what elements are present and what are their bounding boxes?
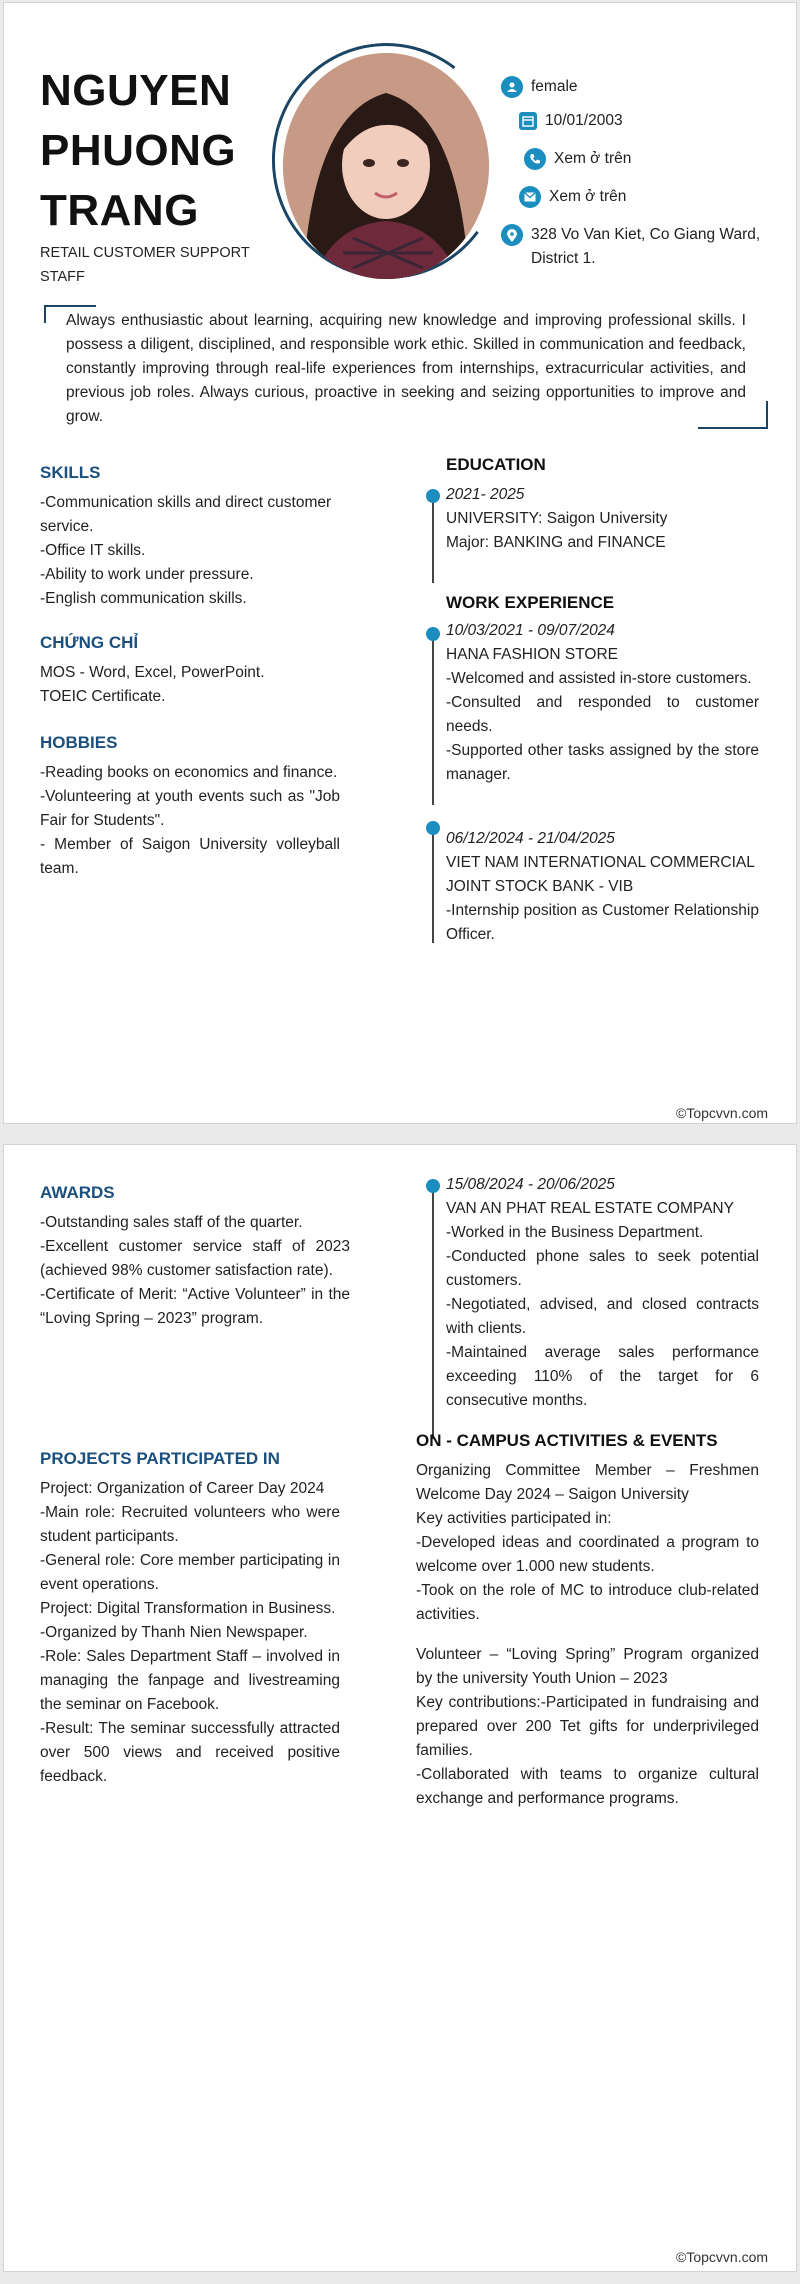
activity-item: -Developed ideas and coordinated a program to welcome over 1.000 new students.	[416, 1534, 759, 1575]
work-duty: -Supported other tasks assigned by the store manager.	[446, 742, 759, 783]
timeline-dot	[426, 627, 440, 641]
education-university: UNIVERSITY: Saigon University	[446, 510, 668, 527]
job-title: RETAIL CUSTOMER SUPPORT STAFF	[40, 245, 250, 285]
work-duty: -Maintained average sales performance exceeding 110% of the target for 6 consecutive months.	[446, 1344, 759, 1409]
project-item: -General role: Core member participating in event operations.	[40, 1552, 340, 1593]
certificates-section	[40, 631, 350, 709]
cv-page-2	[3, 1144, 797, 2272]
projects-section	[40, 1447, 340, 1789]
summary-bracket-bottom	[698, 401, 768, 429]
activity-item: Key contributions:-Participated in fundraising and prepared over 200 Tet gifts for underprivileged families.	[416, 1694, 759, 1759]
work-entry	[446, 827, 759, 947]
education-major: Major: BANKING and FINANCE	[446, 534, 666, 551]
project-item: Project: Organization of Career Day 2024	[40, 1480, 325, 1497]
timeline-line	[432, 491, 434, 583]
hobby-item: - Member of Saigon University volleyball team.	[40, 836, 340, 877]
project-item: -Main role: Recruited volunteers who were student participants.	[40, 1504, 340, 1545]
awards-section	[40, 1181, 350, 1331]
project-item: -Result: The seminar successfully attracted over 500 views and received positive feedback.	[40, 1720, 340, 1785]
contact-address: 328 Vo Van Kiet, Co Giang Ward, District 1.	[501, 223, 771, 271]
work-company: VAN AN PHAT REAL ESTATE COMPANY	[446, 1200, 734, 1217]
user-icon	[501, 76, 523, 98]
skills-item: -English communication skills.	[40, 590, 247, 607]
cv-page-1	[3, 2, 797, 1124]
skills-heading: SKILLS	[40, 463, 101, 482]
timeline-dot	[426, 1179, 440, 1193]
work-period: 15/08/2024 - 20/06/2025	[446, 1176, 615, 1193]
certificate-item: MOS - Word, Excel, PowerPoint.	[40, 664, 265, 681]
summary-text: Always enthusiastic about learning, acquiring new knowledge and improving professional skills. I possess a diligent, disciplined, and responsible work ethic. Skilled in communication and feedback, constantly improving through real-life experiences from internships, extracurricular activities, and previous job roles. Always curious, proactive in seeking and seizing opportunities to improve and grow.	[66, 312, 746, 425]
project-item: Project: Digital Transformation in Business.	[40, 1600, 336, 1617]
education-section	[446, 453, 759, 555]
timeline-line	[432, 1181, 434, 1439]
hobby-item: -Volunteering at youth events such as "Job Fair for Students".	[40, 788, 340, 829]
hobbies-section	[40, 731, 340, 881]
award-item: -Outstanding sales staff of the quarter.	[40, 1214, 303, 1231]
project-item: -Organized by Thanh Nien Newspaper.	[40, 1624, 308, 1641]
location-pin-icon	[501, 224, 523, 246]
contact-email[interactable]: Xem ở trên	[519, 185, 626, 209]
activities-heading: ON - CAMPUS ACTIVITIES & EVENTS	[416, 1431, 718, 1450]
hobbies-heading: HOBBIES	[40, 733, 118, 752]
education-heading: EDUCATION	[446, 455, 546, 474]
portrait-illustration	[283, 53, 489, 279]
profile-photo	[283, 53, 489, 279]
projects-heading: PROJECTS PARTICIPATED IN	[40, 1449, 280, 1468]
work-duty: -Worked in the Business Department.	[446, 1224, 704, 1241]
activity-item: -Collaborated with teams to organize cultural exchange and performance programs.	[416, 1766, 759, 1807]
work-duty: -Internship position as Customer Relationship Officer.	[446, 902, 759, 943]
activity-spacer	[416, 1627, 759, 1643]
timeline-dot	[426, 489, 440, 503]
timeline-line	[432, 629, 434, 805]
email-icon	[519, 186, 541, 208]
work-company: VIET NAM INTERNATIONAL COMMERCIAL JOINT STOCK BANK - VIB	[446, 854, 755, 895]
skills-item: -Communication skills and direct customer service.	[40, 494, 332, 535]
skills-item: -Office IT skills.	[40, 542, 146, 559]
footer-brand: ©Topcvvn.com	[676, 2249, 769, 2265]
work-company: HANA FASHION STORE	[446, 646, 618, 663]
activity-item: -Took on the role of MC to introduce club-related activities.	[416, 1582, 759, 1623]
timeline-dot	[426, 821, 440, 835]
activity-item: Organizing Committee Member – Freshmen Welcome Day 2024 – Saigon University	[416, 1462, 759, 1503]
contact-phone[interactable]: Xem ở trên	[524, 147, 631, 171]
certificates-heading: CHỨNG CHỈ	[40, 633, 139, 652]
footer-brand: ©Topcvvn.com	[676, 1105, 769, 1121]
work-entry	[446, 619, 759, 787]
skills-section	[40, 461, 350, 611]
education-period: 2021- 2025	[446, 486, 525, 503]
timeline-line	[432, 825, 434, 943]
work-period: 10/03/2021 - 09/07/2024	[446, 622, 615, 639]
work-duty: -Consulted and responded to customer needs.	[446, 694, 759, 735]
contact-gender: female	[501, 75, 578, 99]
certificate-item: TOEIC Certificate.	[40, 688, 166, 705]
skills-item: -Ability to work under pressure.	[40, 566, 254, 583]
activity-item: Volunteer – “Loving Spring” Program organized by the university Youth Union – 2023	[416, 1646, 759, 1687]
candidate-name: NGUYEN PHUONG TRANG	[40, 66, 237, 235]
activity-item: Key activities participated in:	[416, 1510, 612, 1527]
project-item: -Role: Sales Department Staff – involved in managing the fanpage and livestreaming the seminar on Facebook.	[40, 1648, 340, 1713]
work-heading-wrap	[446, 591, 759, 615]
contact-dob: 10/01/2003	[519, 109, 623, 133]
award-item: -Certificate of Merit: “Active Volunteer” in the “Loving Spring – 2023” program.	[40, 1286, 350, 1327]
work-entry	[446, 1173, 759, 1413]
award-item: -Excellent customer service staff of 2023 (achieved 98% customer satisfaction rate).	[40, 1238, 350, 1279]
phone-icon	[524, 148, 546, 170]
work-duty: -Negotiated, advised, and closed contracts with clients.	[446, 1296, 759, 1337]
activities-section	[416, 1429, 759, 1811]
awards-heading: AWARDS	[40, 1183, 115, 1202]
work-duty: -Welcomed and assisted in-store customers.	[446, 670, 752, 687]
calendar-icon	[519, 112, 537, 130]
work-duty: -Conducted phone sales to seek potential customers.	[446, 1248, 759, 1289]
hobby-item: -Reading books on economics and finance.	[40, 764, 338, 781]
work-period: 06/12/2024 - 21/04/2025	[446, 830, 615, 847]
work-heading: WORK EXPERIENCE	[446, 593, 615, 612]
